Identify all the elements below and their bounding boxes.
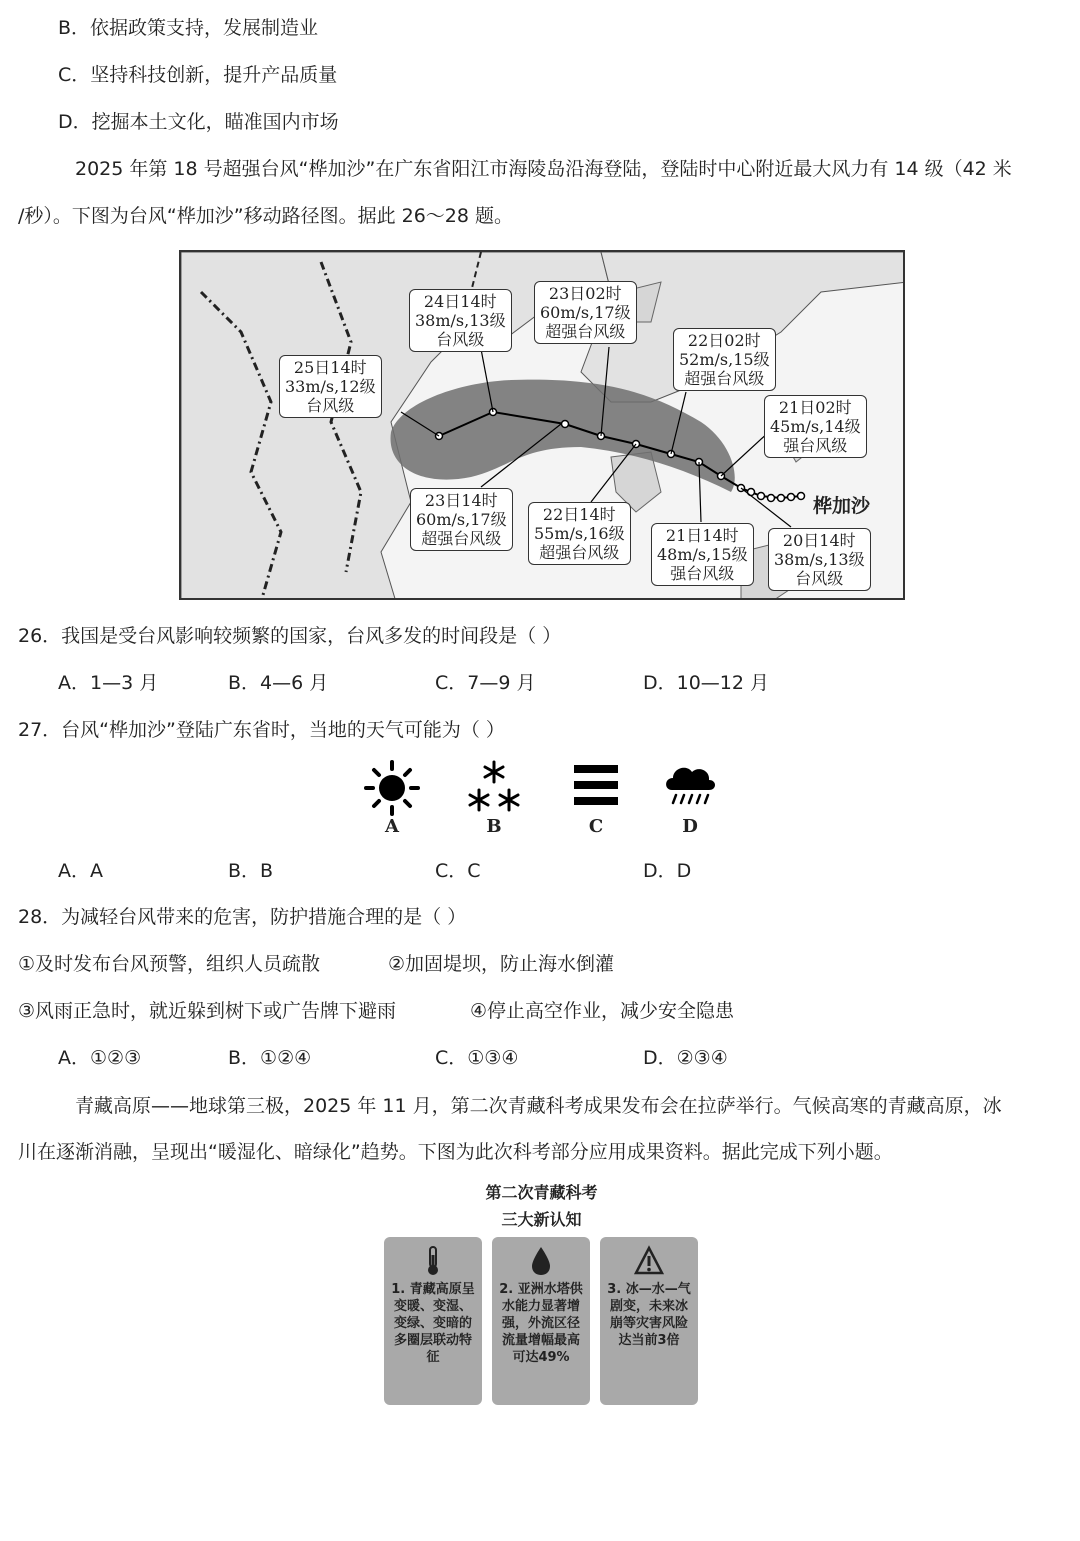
poster-title: 第二次青藏科考 [485, 1183, 598, 1202]
label-24d14h: 24日14时 38m/s,13级 台风级 [409, 289, 512, 352]
option-d-prev: D．挖掘本土文化，瞄准国内市场 [58, 111, 339, 133]
water-drop-icon [529, 1245, 553, 1277]
plateau-intro-line2: 川在逐渐消融，呈现出“暖湿化、暗绿化”趋势。下图为此次科考部分应用成果资料。据此完成下列小题。 [18, 1141, 893, 1163]
snow-caption: B [486, 816, 502, 837]
sun-caption: A [385, 816, 399, 837]
label-21d14h: 21日14时 48m/s,15级 强台风级 [651, 523, 754, 586]
label-23d14h: 23日14时 60m/s,17级 超强台风级 [410, 488, 513, 551]
label-20d14h: 20日14时 38m/s,13级 台风级 [768, 528, 871, 591]
q26-option-c: C．7—9 月 [435, 672, 536, 694]
q27-option-c: C．C [435, 860, 481, 882]
poster-card-3-text: 3. 冰—水—气剧变，未来冰崩等灾害风险达当前3倍 [607, 1282, 691, 1348]
poster-card-3 [600, 1237, 698, 1405]
label-22d14h: 22日14时 55m/s,16级 超强台风级 [528, 502, 631, 565]
q28-item-3: ③风雨正急时，就近躲到树下或广告牌下避雨 [18, 1000, 397, 1022]
poster-card-2 [492, 1237, 590, 1405]
poster-card-2-text: 2. 亚洲水塔供水能力显著增强，外流区径流量增幅最高可达49% [499, 1282, 583, 1365]
q26-option-b: B．4—6 月 [228, 672, 329, 694]
q28-option-c: C．①③④ [435, 1047, 519, 1069]
fog-icon [566, 760, 626, 840]
poster-subtitle: 三大新认知 [501, 1210, 582, 1229]
plateau-intro-line1: 青藏高原——地球第三极，2025 年 11 月，第二次青藏科考成果发布会在拉萨举行。气候高寒的青藏高原，冰 [75, 1095, 1002, 1117]
rain-caption: D [682, 816, 698, 837]
typhoon-name-label: 桦加沙 [813, 495, 871, 517]
snow-icon [464, 760, 524, 840]
q27-option-d: D．D [643, 860, 692, 882]
typhoon-track-map [179, 250, 905, 600]
tibet-survey-poster [370, 1175, 713, 1517]
q28-stem: 28．为减轻台风带来的危害，防护措施合理的是（ ） [18, 906, 467, 928]
label-22d02h: 22日02时 52m/s,15级 超强台风级 [673, 328, 776, 391]
q26-option-a: A．1—3 月 [58, 672, 159, 694]
q26-option-d: D．10—12 月 [643, 672, 770, 694]
option-c-prev: C．坚持科技创新，提升产品质量 [58, 64, 338, 86]
q28-option-b: B．①②④ [228, 1047, 312, 1069]
q26-stem: 26．我国是受台风影响较频繁的国家，台风多发的时间段是（ ） [18, 625, 562, 647]
q27-option-b: B．B [228, 860, 274, 882]
typhoon-intro-line1: 2025 年第 18 号超强台风“桦加沙”在广东省阳江市海陵岛沿海登陆，登陆时中心附近最大风力有 14 级（42 米 [75, 158, 1012, 180]
fog-caption: C [588, 816, 604, 837]
sun-icon [362, 760, 422, 840]
q28-item-4: ④停止高空作业，减少安全隐患 [470, 1000, 735, 1022]
q28-option-a: A．①②③ [58, 1047, 142, 1069]
q28-item-2: ②加固堤坝，防止海水倒灌 [388, 953, 615, 975]
label-23d02h: 23日02时 60m/s,17级 超强台风级 [534, 281, 637, 344]
option-b-prev: B．依据政策支持，发展制造业 [58, 17, 319, 39]
thermometer-icon [421, 1245, 445, 1277]
poster-card-1-text: 1. 青藏高原呈变暖、变湿、变绿、变暗的多圈层联动特征 [391, 1282, 475, 1365]
q28-option-d: D．②③④ [643, 1047, 728, 1069]
q28-item-1: ①及时发布台风预警，组织人员疏散 [18, 953, 321, 975]
label-21d02h: 21日02时 45m/s,14级 强台风级 [764, 395, 867, 458]
q27-stem: 27．台风“桦加沙”登陆广东省时，当地的天气可能为（ ） [18, 719, 505, 741]
label-25d14h: 25日14时 33m/s,12级 台风级 [279, 355, 382, 418]
poster-card-1 [384, 1237, 482, 1405]
rain-cloud-icon [660, 760, 720, 840]
weather-icons [360, 760, 740, 840]
q27-option-a: A．A [58, 860, 103, 882]
warning-icon [634, 1245, 664, 1277]
typhoon-intro-line2: /秒）。下图为台风“桦加沙”移动路径图。据此 26～28 题。 [18, 205, 514, 227]
